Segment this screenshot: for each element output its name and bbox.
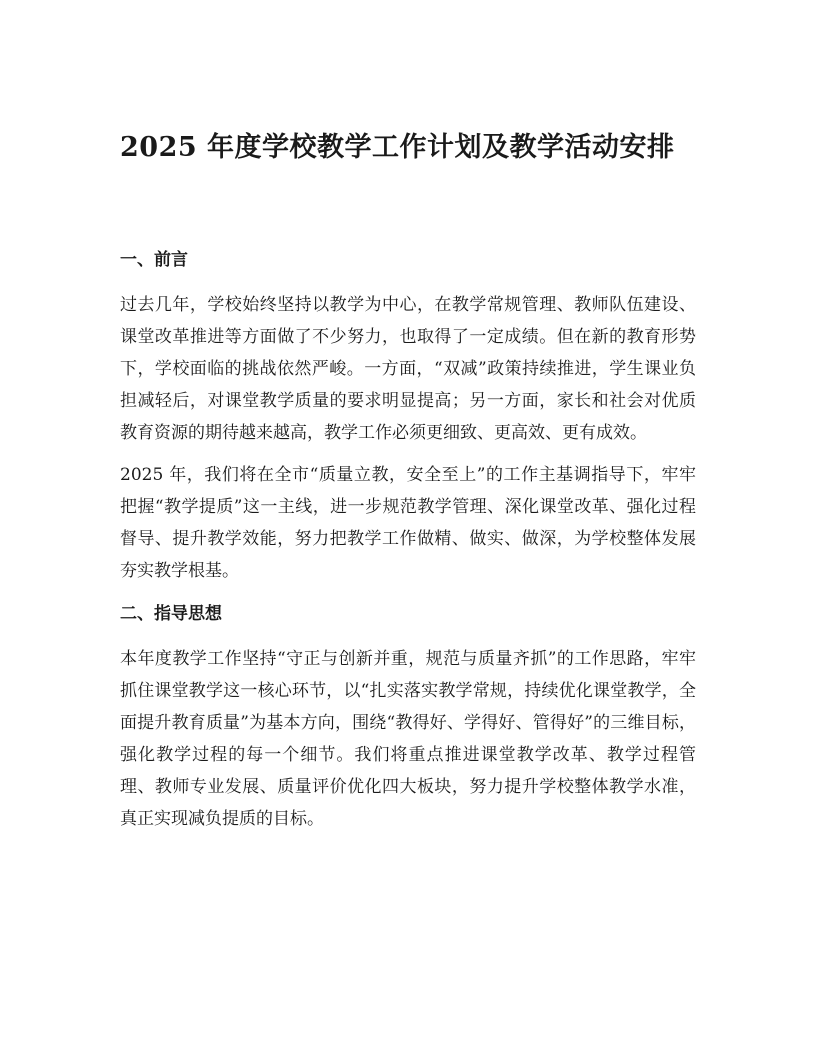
guiding-ideology-paragraph: 本年度教学工作坚持“守正与创新并重，规范与质量齐抓”的工作思路，牢牢抓住课堂教学这一核心环节，以“扎实落实教学常规，持续优化课堂教学，全面提升教育质量”为基本方向，围绕“教得好、学得好、管得好”的三维目标，强化教学过程的每一个细节。我们将重点推进课堂教学改革、教学过程管理、教师专业发展、质量评价优化四大板块，努力提升学校整体教学水准，真正实现减负提质的目标。 <box>120 649 696 829</box>
preface-paragraph-2: 2025 年，我们将在全市“质量立教，安全至上”的工作主基调指导下，牢牢把握“教学提质”这一主线，进一步规范教学管理、深化课堂改革、强化过程督导、提升教学效能，努力把教学工作做精、做实、做深，为学校整体发展夯实教学根基。 <box>120 465 696 581</box>
section-heading-preface: 一、前言 <box>120 250 188 270</box>
preface-paragraph-1: 过去几年，学校始终坚持以教学为中心，在教学常规管理、教师队伍建设、课堂改革推进等方面做了不少努力，也取得了一定成绩。但在新的教育形势下，学校面临的挑战依然严峻。一方面，“双减”政策持续推进，学生课业负担减轻后，对课堂教学质量的要求明显提高；另一方面，家长和社会对优质教育资源的期待越来越高，教学工作必须更细致、更高效、更有成效。 <box>120 295 696 443</box>
document-title: 2025 年度学校教学工作计划及教学活动安排 <box>120 132 675 163</box>
document-body <box>120 243 696 835</box>
section-heading-guiding-ideology: 二、指导思想 <box>120 604 222 624</box>
